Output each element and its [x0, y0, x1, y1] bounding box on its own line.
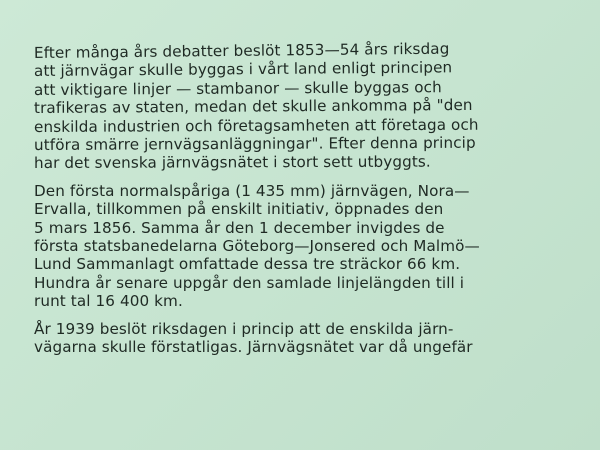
text-line: att viktigare linjer — stambanor — skulle byggas och: [33, 77, 442, 99]
text-line: Ervalla, tillkommen på enskilt initiativ, öppnades den: [34, 200, 444, 219]
paragraph-1: [33, 39, 574, 173]
text-line: Lund Sammanlagt omfattade dessa tre sträckor 66 km.: [34, 255, 461, 274]
text-line: År 1939 beslöt riksdagen i princip att de enskilda järn-: [34, 319, 454, 338]
text-line: att järnvägar skulle byggas i vårt land enligt principen: [33, 58, 453, 81]
text-line: runt tal 16 400 km.: [34, 292, 183, 311]
text-line: utföra smärre jernvägsanläggningar". Efter denna princip: [33, 133, 476, 155]
body-text: [33, 39, 574, 357]
paragraph-3: [34, 320, 574, 357]
text-line: enskilda industrien och företagsamheten att företaga och: [33, 115, 479, 136]
text-line: har det svenska järnvägsnätet i stort sett utbyggts.: [33, 153, 431, 173]
text-line: trafikeras av staten, medan det skulle ankomma på "den: [33, 96, 473, 118]
text-line: Den första normalspåriga (1 435 mm) järnvägen, Nora—: [34, 181, 470, 200]
text-line: Efter många års debatter beslöt 1853—54 års riksdag: [33, 39, 450, 62]
text-line: vägarna skulle förstatligas. Järnvägsnätet var då ungefär: [34, 338, 473, 357]
text-line: 5 mars 1856. Samma år den 1 december invigdes de: [34, 218, 445, 237]
text-line: första statsbanedelarna Göteborg—Jonsered och Malmö—: [34, 237, 480, 256]
paragraph-2: [34, 182, 574, 311]
text-line: Hundra år senare uppgår den samlade linjelängden till i: [34, 273, 465, 292]
